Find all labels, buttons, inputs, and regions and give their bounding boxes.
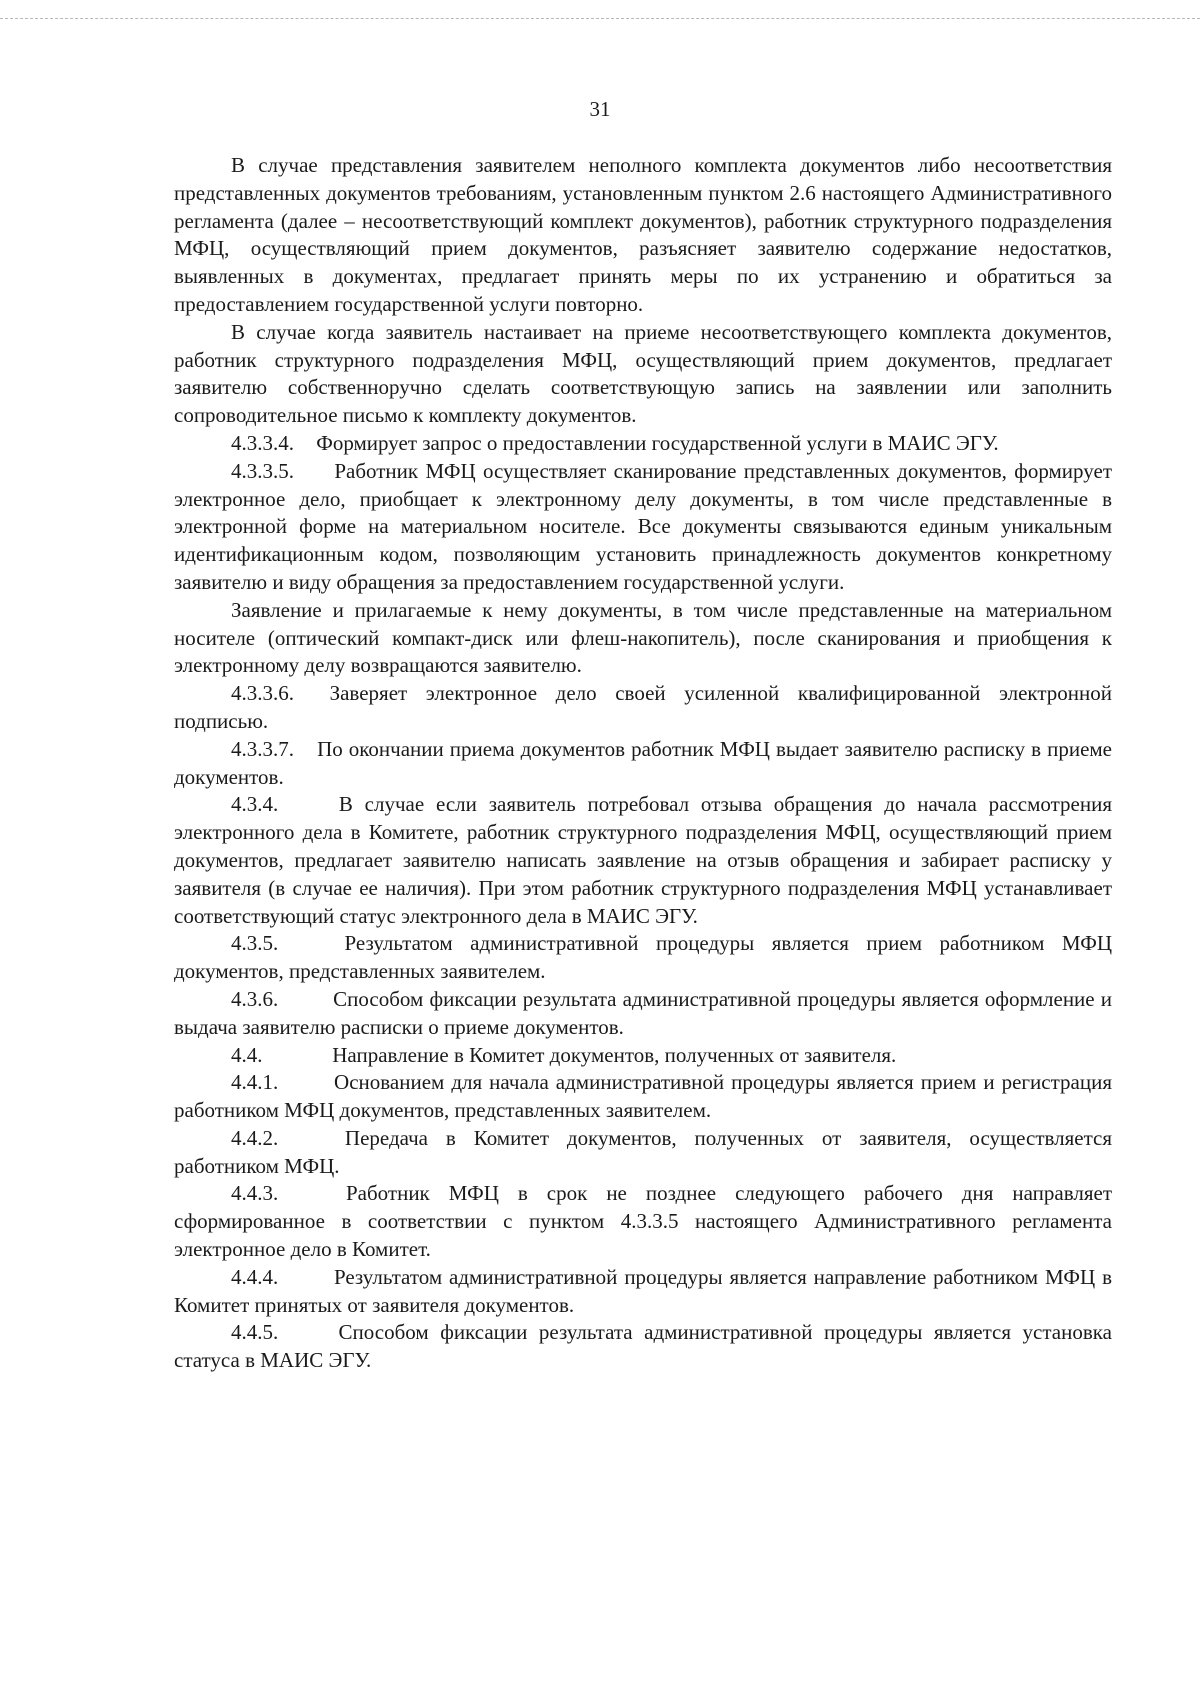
clause-number: 4.3.3.6.: [231, 681, 294, 706]
paragraph-4-3-3-4: [174, 430, 1112, 458]
paragraph-text: По окончании приема документов работник МФЦ выдает заявителю расписку в приеме документов.: [174, 736, 1113, 789]
clause-number: 4.3.3.7.: [231, 736, 294, 761]
clause-number: 4.3.3.4.: [231, 430, 294, 455]
paragraph-text: Результатом административной процедуры является прием работником МФЦ документов, представленных заявителем.: [174, 931, 1112, 984]
paragraph-text: В случае когда заявитель настаивает на приеме несоответствующего комплекта документов, работник структурного подразделения МФЦ, осуществляющий прием документов, предлагает заявителю собственноручно сделать соответствующую запись на заявлении или заполнить сопроводительное письмо к комплекту документов.: [174, 319, 1112, 428]
paragraph-text: Передача в Комитет документов, полученных от заявителя, осуществляется работником МФЦ.: [174, 1125, 1113, 1178]
clause-number: 4.3.3.5.: [231, 458, 294, 483]
clause-number: 4.4.2.: [231, 1125, 279, 1150]
paragraph-4-3-3-6: [174, 680, 1112, 736]
paragraph-4-3-4: [174, 791, 1112, 930]
scan-edge-artifact: [0, 18, 1200, 19]
paragraph-text: Результатом административной процедуры является направление работником МФЦ в Комитет принятых от заявителя документов.: [174, 1264, 1113, 1317]
paragraph-documents-returned: [174, 597, 1112, 680]
page-number: 31: [589, 97, 611, 121]
clause-number: 4.4.1.: [231, 1070, 279, 1095]
clause-number: 4.4.4.: [231, 1264, 279, 1289]
paragraph-4-3-5: [174, 930, 1112, 986]
paragraph-text: Работник МФЦ в срок не позднее следующего рабочего дня направляет сформированное в соответствии с пунктом 4.3.3.5 настоящего Административного регламента электронное дело в Комитет.: [174, 1181, 1112, 1262]
paragraph-4-4-1: [174, 1069, 1112, 1125]
paragraph-text: Направление в Комитет документов, полученных от заявителя.: [332, 1042, 897, 1067]
paragraph-4-4-2: [174, 1125, 1112, 1181]
paragraph-text: В случае представления заявителем неполного комплекта документов либо несоответствия представленных документов требованиям, установленным пунктом 2.6 настоящего Административного регламента (далее – несоответствующий комплект документов), работник структурного подразделения МФЦ, осуществляющий прием документов, разъясняет заявителю содержание недостатков, выявленных в документах, предлагает принять меры по их устранению и обратиться за предоставлением государственной услуги повторно.: [174, 153, 1112, 316]
document-body: [174, 152, 1112, 1375]
paragraph-4-3-6: [174, 986, 1112, 1042]
paragraph-text: Формирует запрос о предоставлении государственной услуги в МАИС ЭГУ.: [316, 430, 999, 455]
clause-number: 4.3.6.: [231, 986, 279, 1011]
paragraph-text: Основанием для начала административной процедуры является прием и регистрация работником МФЦ документов, представленных заявителем.: [174, 1070, 1112, 1123]
paragraph-text: Заверяет электронное дело своей усиленной квалифицированной электронной подписью.: [174, 681, 1113, 733]
paragraph-text: Способом фиксации результата административной процедуры является оформление и выдача заявителю расписки о приеме документов.: [174, 986, 1113, 1039]
paragraph-applicant-insists: [174, 319, 1112, 430]
paragraph-4-4-5: [174, 1319, 1112, 1375]
paragraph-4-4-4: [174, 1264, 1112, 1320]
paragraph-4-4-3: [174, 1180, 1112, 1263]
paragraph-4-4: [174, 1042, 1112, 1070]
paragraph-4-3-3-5: [174, 458, 1112, 597]
clause-number: 4.4.5.: [231, 1320, 279, 1345]
paragraph-text: Работник МФЦ осуществляет сканирование представленных документов, формирует электронное дело, приобщает к электронному делу документы, в том числе представленные в электронной форме на материальном носителе. Все документы связываются единым уникальным идентификационным кодом, позволяющим установить принадлежность документов конкретному заявителю и виду обращения за предоставлением государственной услуги.: [174, 458, 1112, 594]
clause-number: 4.4.3.: [231, 1181, 279, 1206]
clause-number: 4.3.5.: [231, 931, 279, 956]
paragraph-text: В случае если заявитель потребовал отзыва обращения до начала рассмотрения электронного дела в Комитете, работник структурного подразделения МФЦ, осуществляющий прием документов, предлагает заявителю написать заявление на отзыв обращения и забирает расписку у заявителя (в случае ее наличия). При этом работник структурного подразделения МФЦ устанавливает соответствующий статус электронного дела в МАИС ЭГУ.: [174, 792, 1112, 928]
paragraph-text: Заявление и прилагаемые к нему документы, в том числе представленные на материальном носителе (оптический компакт-диск или флеш-накопитель), после сканирования и приобщения к электронному делу возвращаются заявителю.: [174, 597, 1112, 678]
paragraph-4-3-3-7: [174, 736, 1112, 792]
paragraph-incomplete-documents: [174, 152, 1112, 319]
paragraph-text: Способом фиксации результата административной процедуры является установка статуса в МАИС ЭГУ.: [174, 1320, 1112, 1373]
clause-number: 4.4.: [231, 1042, 263, 1067]
clause-number: 4.3.4.: [231, 792, 279, 817]
